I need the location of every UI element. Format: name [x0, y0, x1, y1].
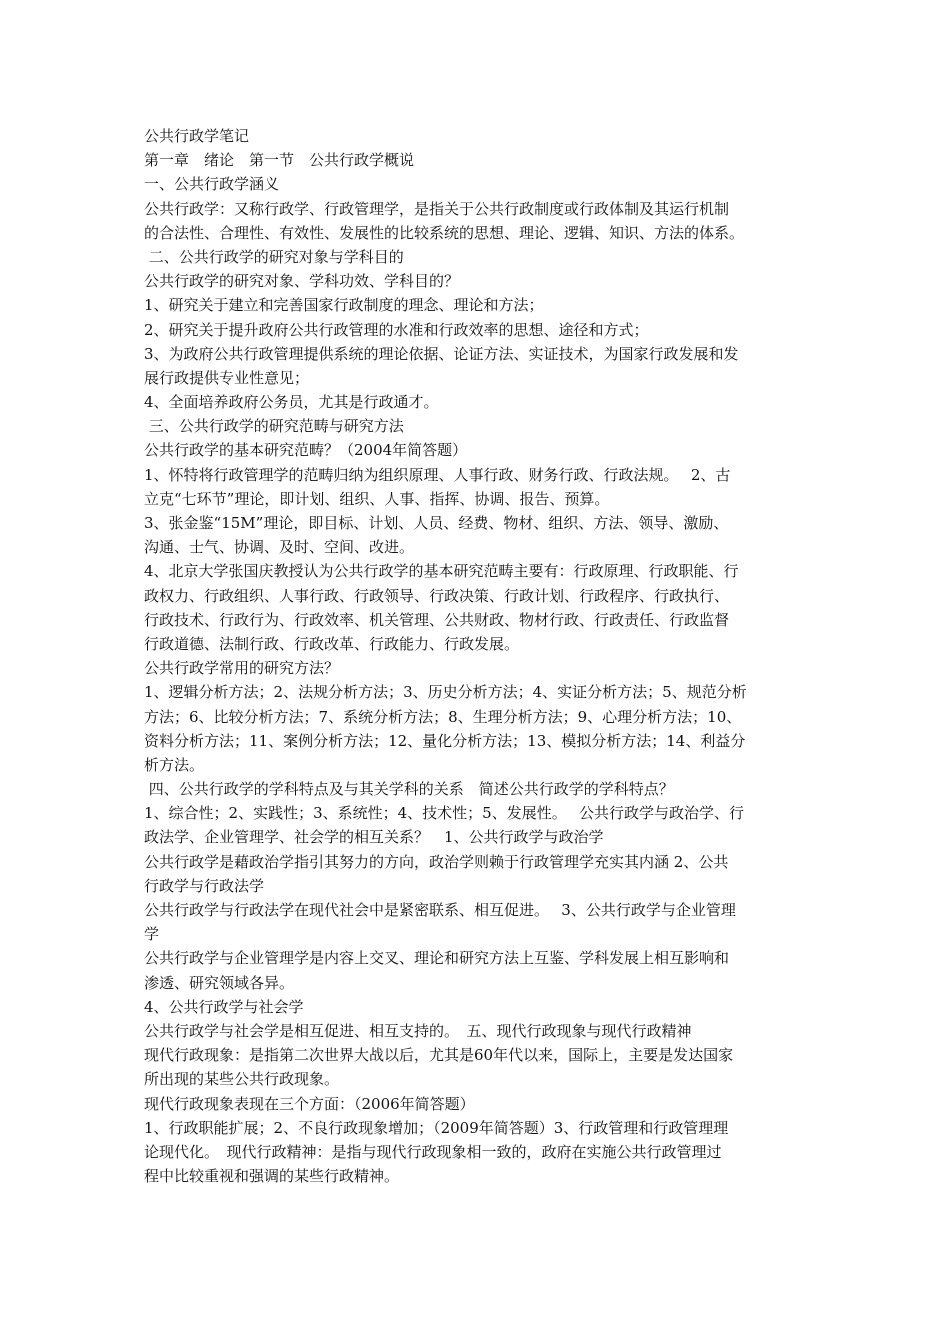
- text-line: 学: [144, 925, 160, 944]
- text-line: 行政学与行政法学: [144, 876, 265, 895]
- text-line: 现代行政现象表现在三个方面：（2006年简答题）: [144, 1094, 475, 1113]
- document-page: [144, 124, 810, 1188]
- text-line: 立克“七环节”理论，即计划、组织、人事、指挥、协调、报告、预算。: [144, 489, 610, 508]
- text-line: 展行政提供专业性意见；: [144, 368, 310, 387]
- text-line: 程中比较重视和强调的某些行政精神。: [144, 1167, 400, 1186]
- text-line: 1、研究关于建立和完善国家行政制度的理念、理论和方法；: [144, 296, 544, 315]
- text-line: 公共行政学：又称行政学、行政管理学，是指关于公共行政制度或行政体制及其运行机制: [144, 199, 730, 218]
- text-line: 行政技术、行政行为、行政效率、机关管理、公共财政、物材行政、行政责任、行政监督: [144, 610, 730, 629]
- text-line: 方法；6、比较分析方法；7、系统分析方法；8、生理分析方法；9、心理分析方法；10、: [144, 707, 742, 726]
- text-line: 现代行政现象：是指第二次世界大战以后，尤其是60年代以来，国际上，主要是发达国家: [144, 1046, 734, 1065]
- text-line: 公共行政学与企业管理学是内容上交叉、理论和研究方法上互鉴、学科发展上相互影响和: [144, 949, 730, 968]
- text-line: 的合法性、合理性、有效性、发展性的比较系统的思想、理论、逻辑、知识、方法的体系。: [144, 223, 745, 242]
- text-line: 2、研究关于提升政府公共行政管理的水准和行政效率的思想、途径和方式；: [144, 320, 649, 339]
- text-line: 所出现的某些公共行政现象。: [144, 1070, 340, 1089]
- text-line: 政法学、企业管理学、社会学的相互关系？ 1、公共行政学与政治学: [144, 828, 604, 847]
- text-line: 3、张金鉴“15M”理论，即目标、计划、人员、经费、物材、组织、方法、领导、激励、: [144, 514, 729, 532]
- text-line: 1、行政职能扩展；2、不良行政现象增加；（2009年简答题）3、行政管理和行政管理理: [144, 1118, 729, 1137]
- text-line: 公共行政学笔记: [144, 127, 250, 145]
- text-line: 4、北京大学张国庆教授认为公共行政学的基本研究范畴主要有：行政原理、行政职能、行: [144, 562, 739, 581]
- text-line: 一、公共行政学涵义: [144, 175, 280, 194]
- text-line: 三、公共行政学的研究范畴与研究方法: [144, 417, 404, 436]
- text-line: 1、综合性；2、实践性；3、系统性；4、技术性；5、发展性。 公共行政学与政治学、行: [144, 804, 744, 823]
- text-line: 公共行政学与社会学是相互促进、相互支持的。 五、现代行政现象与现代行政精神: [144, 1021, 692, 1040]
- text-line: 资料分析方法；11、案例分析方法；12、量化分析方法；13、模拟分析方法；14、利益分: [144, 731, 746, 750]
- text-line: 公共行政学的基本研究范畴？（2004年简答题）: [144, 441, 468, 460]
- text-line: 公共行政学的研究对象、学科功效、学科目的？: [144, 272, 460, 291]
- text-line: 第一章 绪论 第一节 公共行政学概说: [144, 151, 415, 170]
- text-line: 公共行政学常用的研究方法？: [144, 659, 340, 678]
- text-line: 公共行政学与行政法学在现代社会中是紧密联系、相互促进。 3、公共行政学与企业管理: [144, 901, 736, 919]
- text-line: 渗透、研究领域各异。: [144, 973, 295, 992]
- text-line: 4、公共行政学与社会学: [144, 997, 304, 1016]
- text-line: 二、公共行政学的研究对象与学科目的: [144, 247, 404, 266]
- text-line: 政权力、行政组织、人事行政、行政领导、行政决策、行政计划、行政程序、行政执行、: [144, 586, 730, 605]
- text-line: 沟通、士气、协调、及时、空间、改进。: [144, 538, 415, 557]
- text-line: 3、为政府公共行政管理提供系统的理论依据、论证方法、实证技术，为国家行政发展和发: [144, 344, 739, 363]
- text-line: 析方法。: [144, 755, 205, 774]
- text-line: 四、公共行政学的学科特点及与其关学科的关系 简述公共行政学的学科特点？: [144, 780, 674, 799]
- text-line: 论现代化。 现代行政精神：是指与现代行政现象相一致的，政府在实施公共行政管理过: [144, 1142, 722, 1161]
- text-line: 4、全面培养政府公务员，尤其是行政通才。: [144, 393, 439, 412]
- text-line: 行政道德、法制行政、行政改革、行政能力、行政发展。: [144, 634, 520, 653]
- text-line: 公共行政学是藉政治学指引其努力的方向，政治学则赖于行政管理学充实其内涵 2、公共: [144, 852, 729, 871]
- text-line: 1、逻辑分析方法；2、法规分析方法；3、历史分析方法；4、实证分析方法；5、规范分析: [144, 683, 747, 702]
- text-line: 1、怀特将行政管理学的范畴归纳为组织原理、人事行政、财务行政、行政法规。 2、古: [144, 465, 731, 484]
